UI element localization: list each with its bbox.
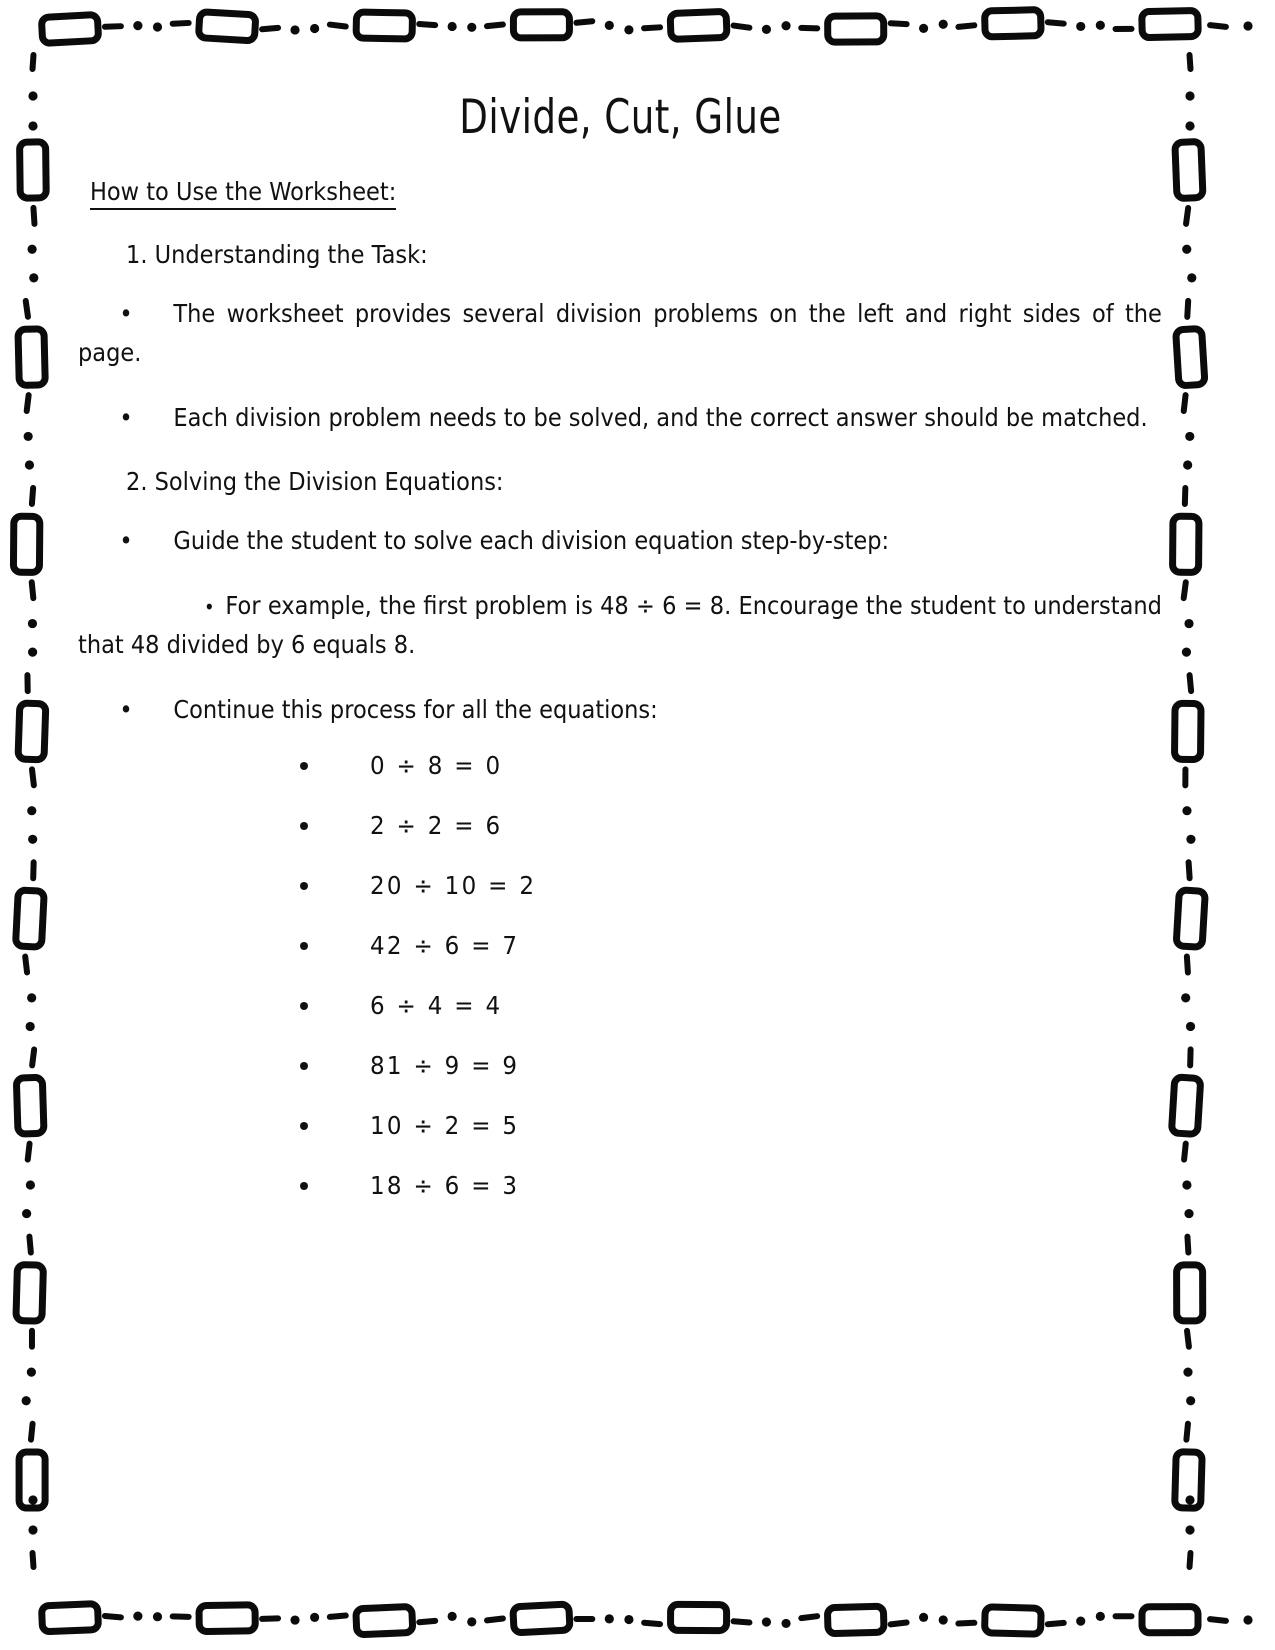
border-rect-motif [1142,1607,1198,1633]
border-dot-motif [1184,1209,1193,1218]
section-2-sub-bullet [78,587,1162,665]
border-rect-motif [18,703,46,760]
border-dash-motif [22,298,31,321]
border-dot-motif [26,1180,35,1189]
border-dot-motif [28,648,37,657]
border-dash-motif [416,1618,438,1626]
border-dot-motif [26,1022,35,1031]
border-rect-motif [199,1605,255,1632]
bullet-dot-icon [300,1062,308,1070]
border-dot-motif [448,22,457,31]
border-dot-motif [762,1617,771,1626]
border-dot-motif [1181,993,1190,1002]
border-dash-motif [1045,1620,1067,1628]
border-dash-motif [29,1046,38,1069]
border-rect-motif [16,1077,44,1134]
border-dot-motif [1185,432,1194,441]
border-dash-motif [730,22,753,31]
border-dot-motif [939,1615,948,1624]
border-dash-motif [28,579,36,601]
border-dash-motif [29,52,36,72]
border-dash-motif [259,1615,281,1622]
equation-item [78,871,1163,900]
equation-text: 6 ÷ 4 = 4 [370,991,503,1021]
equation-text: 20 ÷ 10 = 2 [370,871,537,901]
border-dot-motif [28,835,37,844]
border-dot-motif [290,25,299,34]
border-rect-motif [356,1606,413,1634]
border-dash-motif [327,21,350,30]
border-dot-motif [1187,273,1196,282]
bullet-dot-icon [300,822,308,830]
border-rect-motif [356,12,412,39]
border-dot-motif [25,460,34,469]
border-rect-motif [1176,328,1205,385]
border-dash-motif [22,953,31,976]
border-dot-motif [22,1396,31,1405]
border-dot-motif [24,432,33,441]
border-dot-motif [1185,1495,1194,1504]
border-dash-motif [955,22,977,30]
border-dash-motif [641,24,663,31]
border-dash-motif [484,1615,507,1623]
border-dot-motif [919,24,928,33]
border-dash-motif [1187,1046,1194,1068]
border-dash-motif [1181,1140,1189,1162]
border-rect-motif [827,1606,884,1634]
border-rect-motif [1174,703,1201,759]
section-2-sub-bullet-text: For example, the first problem is 48 ÷ 6 = 8. Encourage the student to understand that 48 divided by 6 equals 8. [78,591,1162,659]
border-dot-motif [762,25,771,34]
border-dot-motif [1096,21,1105,30]
bullet-dot-icon [300,942,308,950]
border-dot-motif [1185,121,1194,130]
border-dot-motif [28,1495,37,1504]
border-dot-motif [1184,619,1193,628]
border-dot-motif [467,23,476,32]
border-dash-motif [28,1420,36,1442]
border-dot-motif [939,20,948,29]
border-dash-motif [1112,26,1134,32]
bullet-glyph: • [204,595,215,619]
border-dot-motif [27,1368,36,1377]
border-dot-motif [310,24,319,33]
border-dash-motif [102,23,124,30]
equation-text: 81 ÷ 9 = 9 [370,1051,520,1081]
border-dot-motif [624,1615,633,1624]
border-dash-motif [1186,672,1194,694]
border-rect-motif [1176,890,1205,947]
border-rect-motif [1171,1077,1200,1134]
border-dash-motif [573,1616,595,1622]
bullet-dot-icon [300,1182,308,1190]
border-dot-motif [28,121,37,130]
border-rect-motif [671,1604,727,1630]
border-dash-motif [1186,1550,1193,1570]
bullet-glyph: • [119,694,133,724]
border-dash-motif [1184,1327,1193,1350]
border-dot-motif [605,1614,614,1623]
border-dot-motif [290,1615,299,1624]
border-rect-motif [828,16,884,42]
border-rect-motif [41,1604,98,1632]
border-dash-motif [26,1233,34,1255]
border-dot-motif [28,619,37,628]
section-1-bullet-1-text: The worksheet provides several division problems on the left and right sides of the page. [78,299,1162,367]
border-dash-motif [170,20,192,27]
border-dash-motif [327,1612,349,1620]
border-dot-motif [1185,1525,1194,1534]
border-dash-motif [1186,52,1193,72]
border-rect-motif [19,1452,45,1508]
border-dash-motif [1184,298,1191,320]
border-dash-motif [1183,1420,1191,1442]
border-dot-motif [28,1525,37,1534]
equation-text: 42 ÷ 6 = 7 [370,931,520,961]
border-rect-motif [13,516,39,572]
border-dash-motif [29,485,37,507]
border-rect-motif [41,14,98,43]
border-dash-motif [1180,579,1189,602]
bullet-dot-icon [300,1002,308,1010]
border-dot-motif [1182,806,1191,815]
border-rect-motif [670,11,727,39]
section-1-label: 1. Understanding the Task: [126,240,428,269]
border-dot-motif [1182,648,1191,657]
border-dot-motif [1186,1396,1195,1405]
border-dash-motif [416,21,438,29]
border-dash-motif [955,1620,977,1627]
border-dash-motif [1184,953,1191,975]
border-dot-motif [27,993,36,1002]
border-dot-motif [1185,91,1194,100]
border-dot-motif [153,22,162,31]
border-dash-motif [1183,205,1192,228]
border-dash-motif [30,859,37,881]
border-rect-motif [18,329,45,386]
border-dash-motif [1180,392,1188,415]
equation-list [78,751,1163,1200]
border-dash-motif [1113,1613,1135,1619]
border-dot-motif [1183,1368,1192,1377]
border-dash-motif [1184,1233,1191,1255]
bullet-glyph: • [119,526,133,556]
border-dot-motif [133,21,142,30]
border-rect-motif [985,10,1042,37]
border-rect-motif [1142,10,1199,37]
page-title: Divide, Cut, Glue [459,90,782,145]
border-dot-motif [1183,460,1192,469]
section-1-bullet-1 [78,295,1162,373]
border-rect-motif [16,1265,44,1322]
border-dot-motif [1186,835,1195,844]
border-dash-motif [23,392,32,415]
howto-heading-wrap [78,141,1163,210]
equation-item [78,1051,1163,1080]
border-dash-motif [30,205,37,227]
border-dash-motif [24,672,30,694]
section-1-bullet-2 [78,399,1162,438]
border-dot-motif [1076,1617,1085,1626]
border-dot-motif [27,245,36,254]
border-dash-motif [24,1140,32,1163]
bullet-glyph: • [119,299,133,328]
border-dash-motif [887,1619,910,1628]
border-dot-motif [1186,1022,1195,1031]
border-dot-motif [153,1612,162,1621]
section-2-bullet-2-text: Continue this process for all the equations: [173,694,658,724]
border-dot-motif [1243,21,1252,30]
border-dot-motif [27,806,36,815]
border-dash-motif [573,18,595,26]
border-dot-motif [781,1619,790,1628]
border-rect-motif [20,142,47,198]
equation-item [78,1111,1163,1140]
border-dot-motif [781,21,790,30]
border-dash-motif [170,1613,192,1620]
border-dash-motif [259,25,281,33]
equation-text: 10 ÷ 2 = 5 [370,1111,520,1141]
border-dot-motif [28,91,37,100]
border-dash-motif [29,1550,36,1570]
border-dash-motif [29,1328,35,1350]
border-dash-motif [29,766,38,789]
border-dot-motif [919,1613,928,1622]
border-dot-motif [448,1612,457,1621]
section-2-bullet-2 [78,691,1162,730]
border-dash-motif [1182,766,1188,788]
equation-item [78,751,1163,780]
border-dot-motif [605,21,614,30]
border-rect-motif [1175,1452,1203,1509]
border-dash-motif [1045,19,1067,27]
border-dot-motif [1182,1180,1191,1189]
border-dash-motif [887,20,909,27]
equation-item [78,991,1163,1020]
border-rect-motif [1173,516,1199,572]
border-dot-motif [1076,22,1085,31]
equation-item [78,931,1163,960]
border-rect-motif [513,12,569,38]
border-rect-motif [1177,1265,1203,1321]
border-dot-motif [1096,1612,1105,1621]
border-dash-motif [1207,22,1230,30]
border-dot-motif [624,25,633,34]
section-1-bullet-2-text: Each division problem needs to be solved, and the correct answer should be matched. [173,402,1148,432]
equation-text: 18 ÷ 6 = 3 [370,1171,520,1201]
equation-text: 0 ÷ 8 = 0 [370,751,503,781]
border-dash-motif [1207,1616,1230,1624]
border-dot-motif [29,273,38,282]
border-dash-motif [102,1613,124,1621]
border-rect-motif [1175,142,1203,199]
border-dash-motif [641,1619,663,1627]
border-dot-motif [310,1613,319,1622]
worksheet-page [78,72,1163,1552]
border-dash-motif [1185,859,1192,881]
border-dot-motif [133,1612,142,1621]
border-rect-motif [513,1604,570,1633]
equation-text: 2 ÷ 2 = 6 [370,811,503,841]
border-dash-motif [798,25,820,32]
bullet-glyph: • [119,402,133,432]
border-rect-motif [15,890,44,947]
equation-item [78,1171,1163,1200]
border-rect-motif [985,1607,1042,1634]
bullet-dot-icon [300,762,308,770]
border-dash-motif [730,1618,752,1626]
section-2-bullet-1-text: Guide the student to solve each division equation step-by-step: [173,526,890,556]
border-dash-motif [484,21,506,29]
equation-item [78,811,1163,840]
border-dash-motif [798,1613,821,1622]
border-dash-motif [1182,485,1189,507]
section-heading-how-to-use: How to Use the Worksheet: [90,177,396,210]
section-2-label: 2. Solving the Division Equations: [126,467,504,497]
border-dot-motif [1182,245,1191,254]
border-dot-motif [467,1617,476,1626]
border-dot-motif [22,1209,31,1218]
border-dot-motif [1243,1615,1252,1624]
bullet-dot-icon [300,882,308,890]
bullet-dot-icon [300,1122,308,1130]
section-2-bullet-1 [78,522,1162,561]
border-rect-motif [198,12,255,41]
